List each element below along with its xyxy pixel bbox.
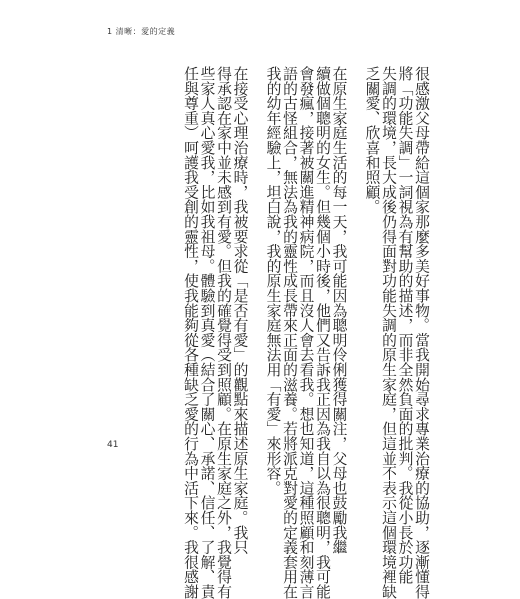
text-column-2: 將「功能失調」一詞視為有幫助的描述，而非全然負面的批判。我從小長於功能 [396,66,414,584]
vertical-text-body [182,66,430,599]
paragraph-gap [249,66,263,426]
text-column-13: 任與尊重）呵護我受創的靈性，使我能夠從各種缺乏愛的行為中活下來。我很感謝 [182,66,199,599]
page-number: 41 [107,440,119,450]
running-head: 1 清晰：愛的定義 [107,27,176,36]
text-column-11: 得承認在家中並未感到有愛。但我的確覺得受到照顧。在原生家庭之外，我覺得有 [215,66,232,599]
text-column-8: 語的古怪組合，無法為我的靈性成長帶來正面的滋養。若將派克對愛的定義套用在 [281,66,298,599]
text-column-7: 會發瘋，接著被關進精神病院，而且沒人會去看我。想也知道，這種照顧和刻薄言 [297,66,315,599]
text-column-4: 乏關愛、欣喜和照顧。 [363,66,381,214]
text-column-10: 在接受心理治療時，我被要求從「是否有愛」的觀點來描述原生家庭。我只 [231,66,249,555]
text-column-9: 我的幼年經驗上，坦白說，我的原生家庭無法用「有愛」來形容。 [264,66,282,496]
text-column-6: 續做個聰明的女生。但幾個小時後，他們又告訴我正因為我自以為很聰明，我可能 [314,66,331,599]
paragraph-gap [348,66,362,426]
text-column-3: 失調的環境，長大成後仍得面對功能失調的原生家庭，但這並不表示這個環境裡缺 [380,66,397,599]
text-column-5: 在原生家庭生活的每一天，我可能因為聰明伶俐獲得關注，父母也鼓勵我繼 [330,66,348,555]
text-column-12: 些家人真心愛我，比如我祖母。體驗到真愛（結合了關心、承諾、信任、了解、責 [198,66,216,599]
text-column-1: 很感激父母帶給這個家那麼多美好事物。當我開始尋求專業治療的協助，逐漸懂得 [413,66,430,599]
